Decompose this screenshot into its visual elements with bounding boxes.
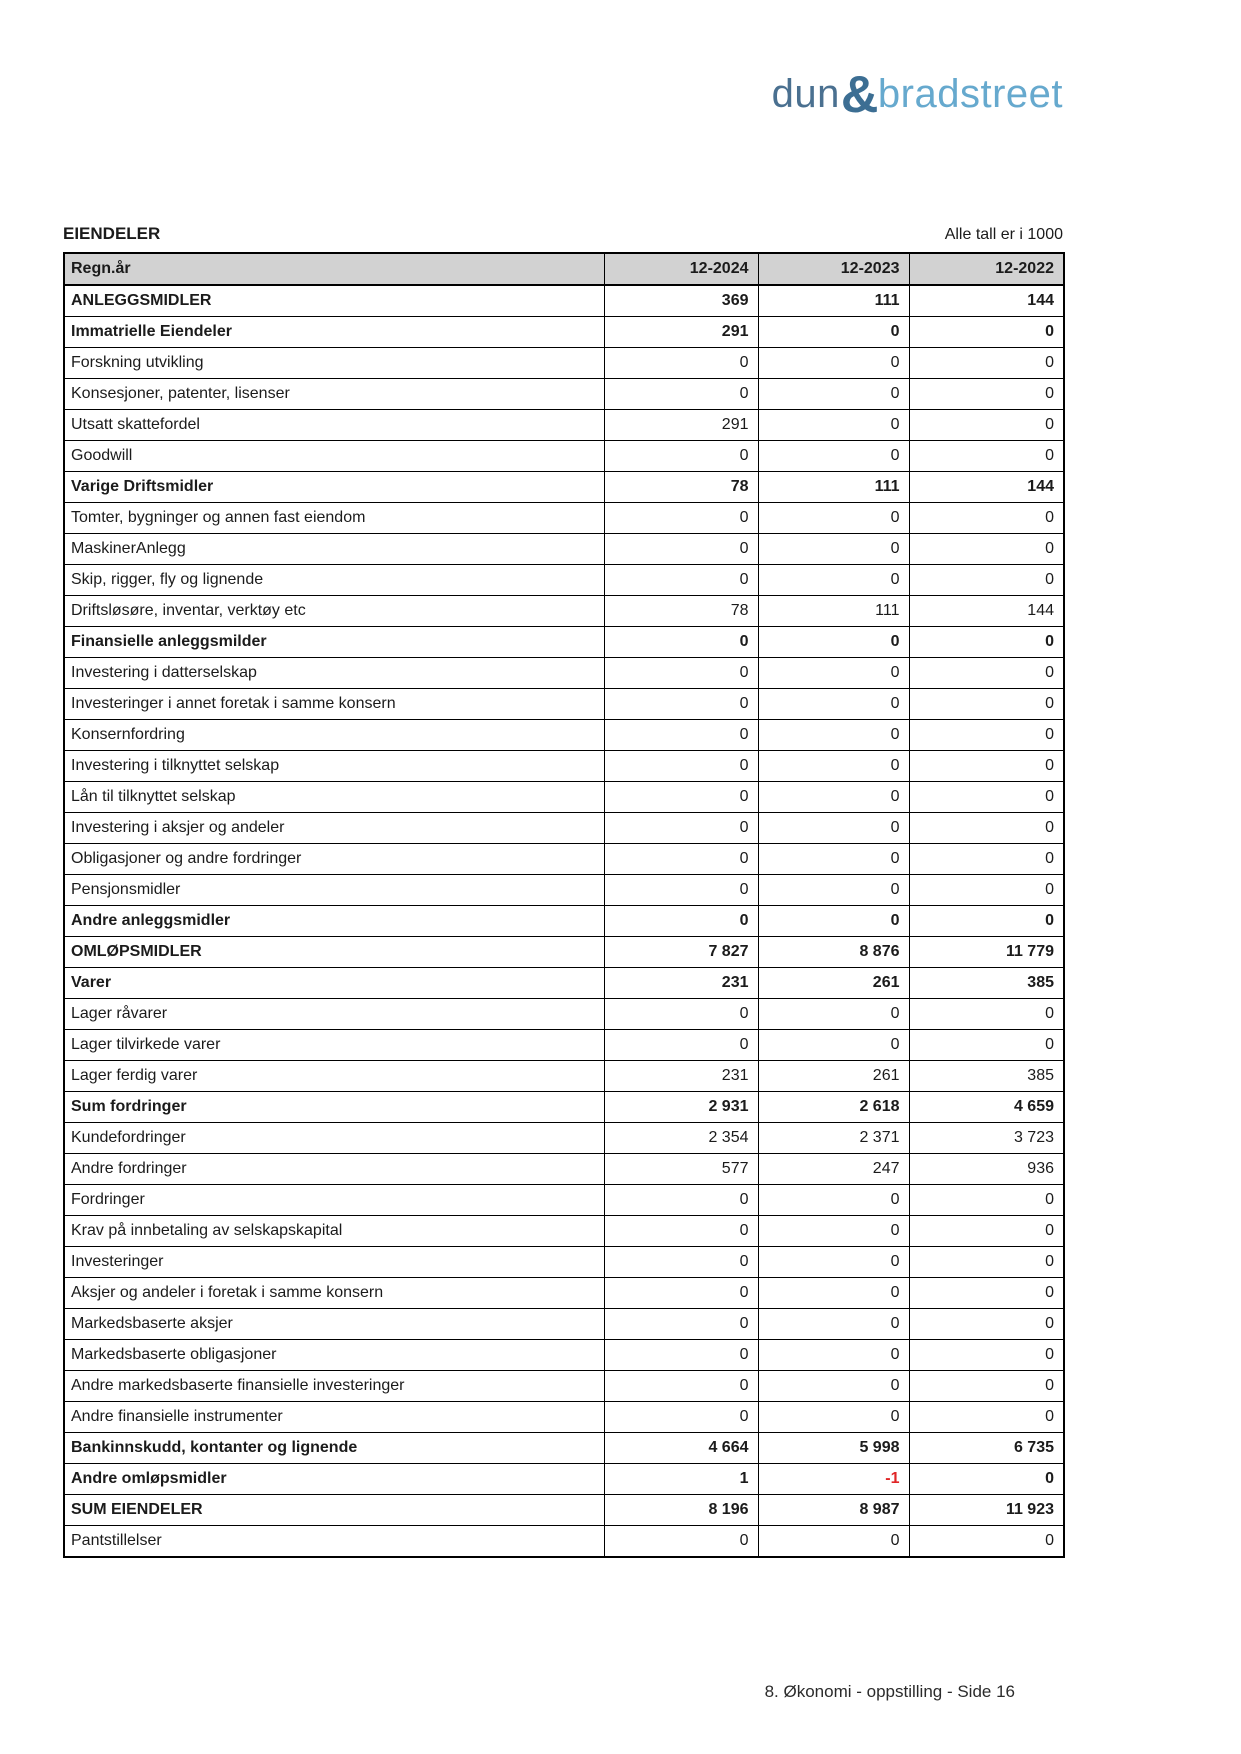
column-header-regnar: Regn.år [64, 253, 604, 285]
column-header-12-2023: 12-2023 [758, 253, 909, 285]
table-row [64, 627, 1064, 658]
row-label: Finansielle anleggsmilder [64, 627, 604, 658]
row-value: 0 [909, 1185, 1064, 1216]
row-value: 0 [758, 1371, 909, 1402]
row-value: 0 [758, 875, 909, 906]
row-value: 144 [909, 596, 1064, 627]
table-row [64, 534, 1064, 565]
row-value: 577 [604, 1154, 758, 1185]
logo-text-bradstreet: bradstreet [877, 72, 1063, 116]
row-value: 0 [604, 1371, 758, 1402]
row-value: -1 [758, 1464, 909, 1495]
row-value: 0 [758, 1402, 909, 1433]
row-value: 0 [604, 627, 758, 658]
table-row [64, 1464, 1064, 1495]
row-value: 0 [909, 503, 1064, 534]
row-value: 291 [604, 317, 758, 348]
row-value: 0 [604, 751, 758, 782]
row-value: 0 [909, 1247, 1064, 1278]
row-value: 111 [758, 285, 909, 317]
row-value: 5 998 [758, 1433, 909, 1464]
table-row [64, 658, 1064, 689]
table-row [64, 1371, 1064, 1402]
row-value: 0 [758, 565, 909, 596]
row-value: 0 [758, 1030, 909, 1061]
row-label: Andre omløpsmidler [64, 1464, 604, 1495]
row-value: 0 [758, 720, 909, 751]
row-value: 78 [604, 596, 758, 627]
row-value: 0 [909, 410, 1064, 441]
row-value: 0 [758, 751, 909, 782]
row-value: 0 [758, 1216, 909, 1247]
row-label: Investering i datterselskap [64, 658, 604, 689]
column-header-12-2024: 12-2024 [604, 253, 758, 285]
table-row [64, 1402, 1064, 1433]
row-label: Andre markedsbaserte finansielle investeringer [64, 1371, 604, 1402]
row-value: 0 [604, 658, 758, 689]
table-row [64, 1495, 1064, 1526]
table-row [64, 1340, 1064, 1371]
row-label: Tomter, bygninger og annen fast eiendom [64, 503, 604, 534]
table-row [64, 1061, 1064, 1092]
table-row [64, 1092, 1064, 1123]
row-value: 0 [758, 1247, 909, 1278]
table-row [64, 285, 1064, 317]
row-value: 0 [909, 906, 1064, 937]
row-value: 0 [909, 1464, 1064, 1495]
table-row [64, 1030, 1064, 1061]
row-value: 0 [604, 1340, 758, 1371]
row-value: 4 659 [909, 1092, 1064, 1123]
row-value: 0 [604, 999, 758, 1030]
row-value: 0 [909, 1278, 1064, 1309]
row-value: 0 [909, 813, 1064, 844]
row-label: Andre anleggsmidler [64, 906, 604, 937]
row-value: 0 [758, 658, 909, 689]
row-value: 111 [758, 596, 909, 627]
row-value: 0 [758, 627, 909, 658]
row-value: 0 [909, 565, 1064, 596]
table-row [64, 813, 1064, 844]
row-label: Fordringer [64, 1185, 604, 1216]
row-label: OMLØPSMIDLER [64, 937, 604, 968]
row-value: 0 [758, 379, 909, 410]
row-value: 0 [758, 348, 909, 379]
table-row [64, 1278, 1064, 1309]
row-value: 0 [909, 751, 1064, 782]
row-value: 231 [604, 968, 758, 999]
row-value: 369 [604, 285, 758, 317]
row-label: SUM EIENDELER [64, 1495, 604, 1526]
row-label: Krav på innbetaling av selskapskapital [64, 1216, 604, 1247]
row-value: 0 [909, 317, 1064, 348]
table-row [64, 317, 1064, 348]
row-label: ANLEGGSMIDLER [64, 285, 604, 317]
dun-bradstreet-logo [63, 66, 1063, 124]
row-value: 0 [758, 689, 909, 720]
row-label: Pensjonsmidler [64, 875, 604, 906]
row-value: 8 876 [758, 937, 909, 968]
table-row [64, 1154, 1064, 1185]
row-value: 0 [758, 1340, 909, 1371]
row-value: 0 [909, 1371, 1064, 1402]
row-value: 0 [604, 1309, 758, 1340]
logo-ampersand-icon: & [840, 66, 879, 124]
row-value: 0 [909, 348, 1064, 379]
row-value: 0 [758, 441, 909, 472]
row-label: Investeringer i annet foretak i samme konsern [64, 689, 604, 720]
row-value: 111 [758, 472, 909, 503]
row-value: 0 [909, 782, 1064, 813]
row-value: 0 [909, 1526, 1064, 1558]
row-label: Forskning utvikling [64, 348, 604, 379]
row-value: 0 [909, 441, 1064, 472]
row-value: 2 354 [604, 1123, 758, 1154]
table-row [64, 441, 1064, 472]
row-value: 78 [604, 472, 758, 503]
row-label: Kundefordringer [64, 1123, 604, 1154]
row-value: 247 [758, 1154, 909, 1185]
column-header-12-2022: 12-2022 [909, 253, 1064, 285]
row-value: 0 [604, 875, 758, 906]
row-value: 0 [758, 410, 909, 441]
row-label: Aksjer og andeler i foretak i samme konsern [64, 1278, 604, 1309]
table-row [64, 906, 1064, 937]
row-value: 0 [909, 875, 1064, 906]
table-row [64, 1216, 1064, 1247]
row-label: Lager ferdig varer [64, 1061, 604, 1092]
table-row [64, 1309, 1064, 1340]
row-value: 11 923 [909, 1495, 1064, 1526]
table-row [64, 1526, 1064, 1558]
row-value: 11 779 [909, 937, 1064, 968]
row-value: 4 664 [604, 1433, 758, 1464]
table-row [64, 379, 1064, 410]
row-value: 0 [604, 1247, 758, 1278]
row-value: 0 [758, 999, 909, 1030]
row-value: 261 [758, 968, 909, 999]
row-value: 3 723 [909, 1123, 1064, 1154]
row-value: 0 [604, 813, 758, 844]
table-row [64, 720, 1064, 751]
row-value: 0 [758, 1526, 909, 1558]
row-value: 0 [604, 565, 758, 596]
row-value: 7 827 [604, 937, 758, 968]
logo-text-dun: dun [771, 72, 840, 116]
row-value: 0 [604, 782, 758, 813]
row-value: 0 [909, 689, 1064, 720]
table-row [64, 503, 1064, 534]
table-title-row [63, 224, 1063, 244]
row-value: 231 [604, 1061, 758, 1092]
row-value: 0 [758, 1309, 909, 1340]
row-label: Investeringer [64, 1247, 604, 1278]
table-row [64, 410, 1064, 441]
row-label: Driftsløsøre, inventar, verktøy etc [64, 596, 604, 627]
row-value: 0 [604, 534, 758, 565]
balance-sheet-table [63, 252, 1065, 1558]
row-label: Investering i aksjer og andeler [64, 813, 604, 844]
row-value: 385 [909, 1061, 1064, 1092]
row-value: 0 [604, 1526, 758, 1558]
row-label: Investering i tilknyttet selskap [64, 751, 604, 782]
row-value: 0 [909, 720, 1064, 751]
row-value: 0 [604, 906, 758, 937]
row-value: 0 [604, 441, 758, 472]
row-value: 0 [604, 720, 758, 751]
row-value: 0 [758, 1185, 909, 1216]
row-value: 2 618 [758, 1092, 909, 1123]
row-value: 6 735 [909, 1433, 1064, 1464]
row-label: Varer [64, 968, 604, 999]
row-label: Markedsbaserte aksjer [64, 1309, 604, 1340]
section-title: EIENDELER [63, 224, 161, 243]
row-value: 0 [909, 1402, 1064, 1433]
row-label: Sum fordringer [64, 1092, 604, 1123]
row-value: 0 [909, 534, 1064, 565]
row-value: 0 [758, 534, 909, 565]
row-value: 0 [909, 658, 1064, 689]
row-label: Andre fordringer [64, 1154, 604, 1185]
row-value: 1 [604, 1464, 758, 1495]
row-value: 261 [758, 1061, 909, 1092]
row-value: 8 987 [758, 1495, 909, 1526]
row-value: 936 [909, 1154, 1064, 1185]
table-row [64, 1433, 1064, 1464]
row-value: 2 371 [758, 1123, 909, 1154]
row-value: 144 [909, 472, 1064, 503]
row-value: 0 [909, 1309, 1064, 1340]
table-row [64, 689, 1064, 720]
table-row [64, 844, 1064, 875]
balance-table-body [64, 285, 1064, 1557]
row-label: Lager råvarer [64, 999, 604, 1030]
row-value: 8 196 [604, 1495, 758, 1526]
row-label: Lager tilvirkede varer [64, 1030, 604, 1061]
row-value: 0 [604, 689, 758, 720]
row-label: Pantstillelser [64, 1526, 604, 1558]
table-row [64, 596, 1064, 627]
row-label: Konsernfordring [64, 720, 604, 751]
row-value: 0 [909, 1216, 1064, 1247]
row-value: 2 931 [604, 1092, 758, 1123]
row-label: Andre finansielle instrumenter [64, 1402, 604, 1433]
row-label: Konsesjoner, patenter, lisenser [64, 379, 604, 410]
units-note: Alle tall er i 1000 [944, 226, 1063, 243]
table-row [64, 1247, 1064, 1278]
row-label: Immatrielle Eiendeler [64, 317, 604, 348]
table-row [64, 1123, 1064, 1154]
row-value: 0 [758, 782, 909, 813]
page-footer: 8. Økonomi - oppstilling - Side 16 [764, 1682, 1015, 1701]
table-header-row [64, 253, 1064, 285]
row-value: 144 [909, 285, 1064, 317]
table-row [64, 999, 1064, 1030]
row-value: 0 [604, 1185, 758, 1216]
row-value: 0 [909, 1030, 1064, 1061]
row-label: Obligasjoner og andre fordringer [64, 844, 604, 875]
row-label: Goodwill [64, 441, 604, 472]
row-label: Skip, rigger, fly og lignende [64, 565, 604, 596]
row-value: 0 [604, 379, 758, 410]
row-value: 0 [909, 379, 1064, 410]
row-value: 0 [604, 503, 758, 534]
table-row [64, 782, 1064, 813]
row-label: Utsatt skattefordel [64, 410, 604, 441]
row-label: Markedsbaserte obligasjoner [64, 1340, 604, 1371]
row-label: MaskinerAnlegg [64, 534, 604, 565]
row-label: Lån til tilknyttet selskap [64, 782, 604, 813]
row-value: 0 [758, 317, 909, 348]
row-value: 0 [758, 906, 909, 937]
row-value: 0 [909, 999, 1064, 1030]
row-value: 0 [909, 627, 1064, 658]
row-value: 0 [758, 813, 909, 844]
row-value: 0 [909, 844, 1064, 875]
table-row [64, 968, 1064, 999]
table-row [64, 875, 1064, 906]
row-value: 385 [909, 968, 1064, 999]
row-label: Bankinnskudd, kontanter og lignende [64, 1433, 604, 1464]
row-value: 0 [604, 1216, 758, 1247]
table-row [64, 1185, 1064, 1216]
table-row [64, 565, 1064, 596]
table-row [64, 751, 1064, 782]
row-value: 0 [758, 503, 909, 534]
row-value: 291 [604, 410, 758, 441]
table-row [64, 472, 1064, 503]
row-value: 0 [758, 844, 909, 875]
row-value: 0 [604, 844, 758, 875]
row-value: 0 [909, 1340, 1064, 1371]
row-value: 0 [604, 348, 758, 379]
table-row [64, 348, 1064, 379]
row-value: 0 [758, 1278, 909, 1309]
row-value: 0 [604, 1278, 758, 1309]
row-value: 0 [604, 1030, 758, 1061]
row-value: 0 [604, 1402, 758, 1433]
table-row [64, 937, 1064, 968]
row-label: Varige Driftsmidler [64, 472, 604, 503]
